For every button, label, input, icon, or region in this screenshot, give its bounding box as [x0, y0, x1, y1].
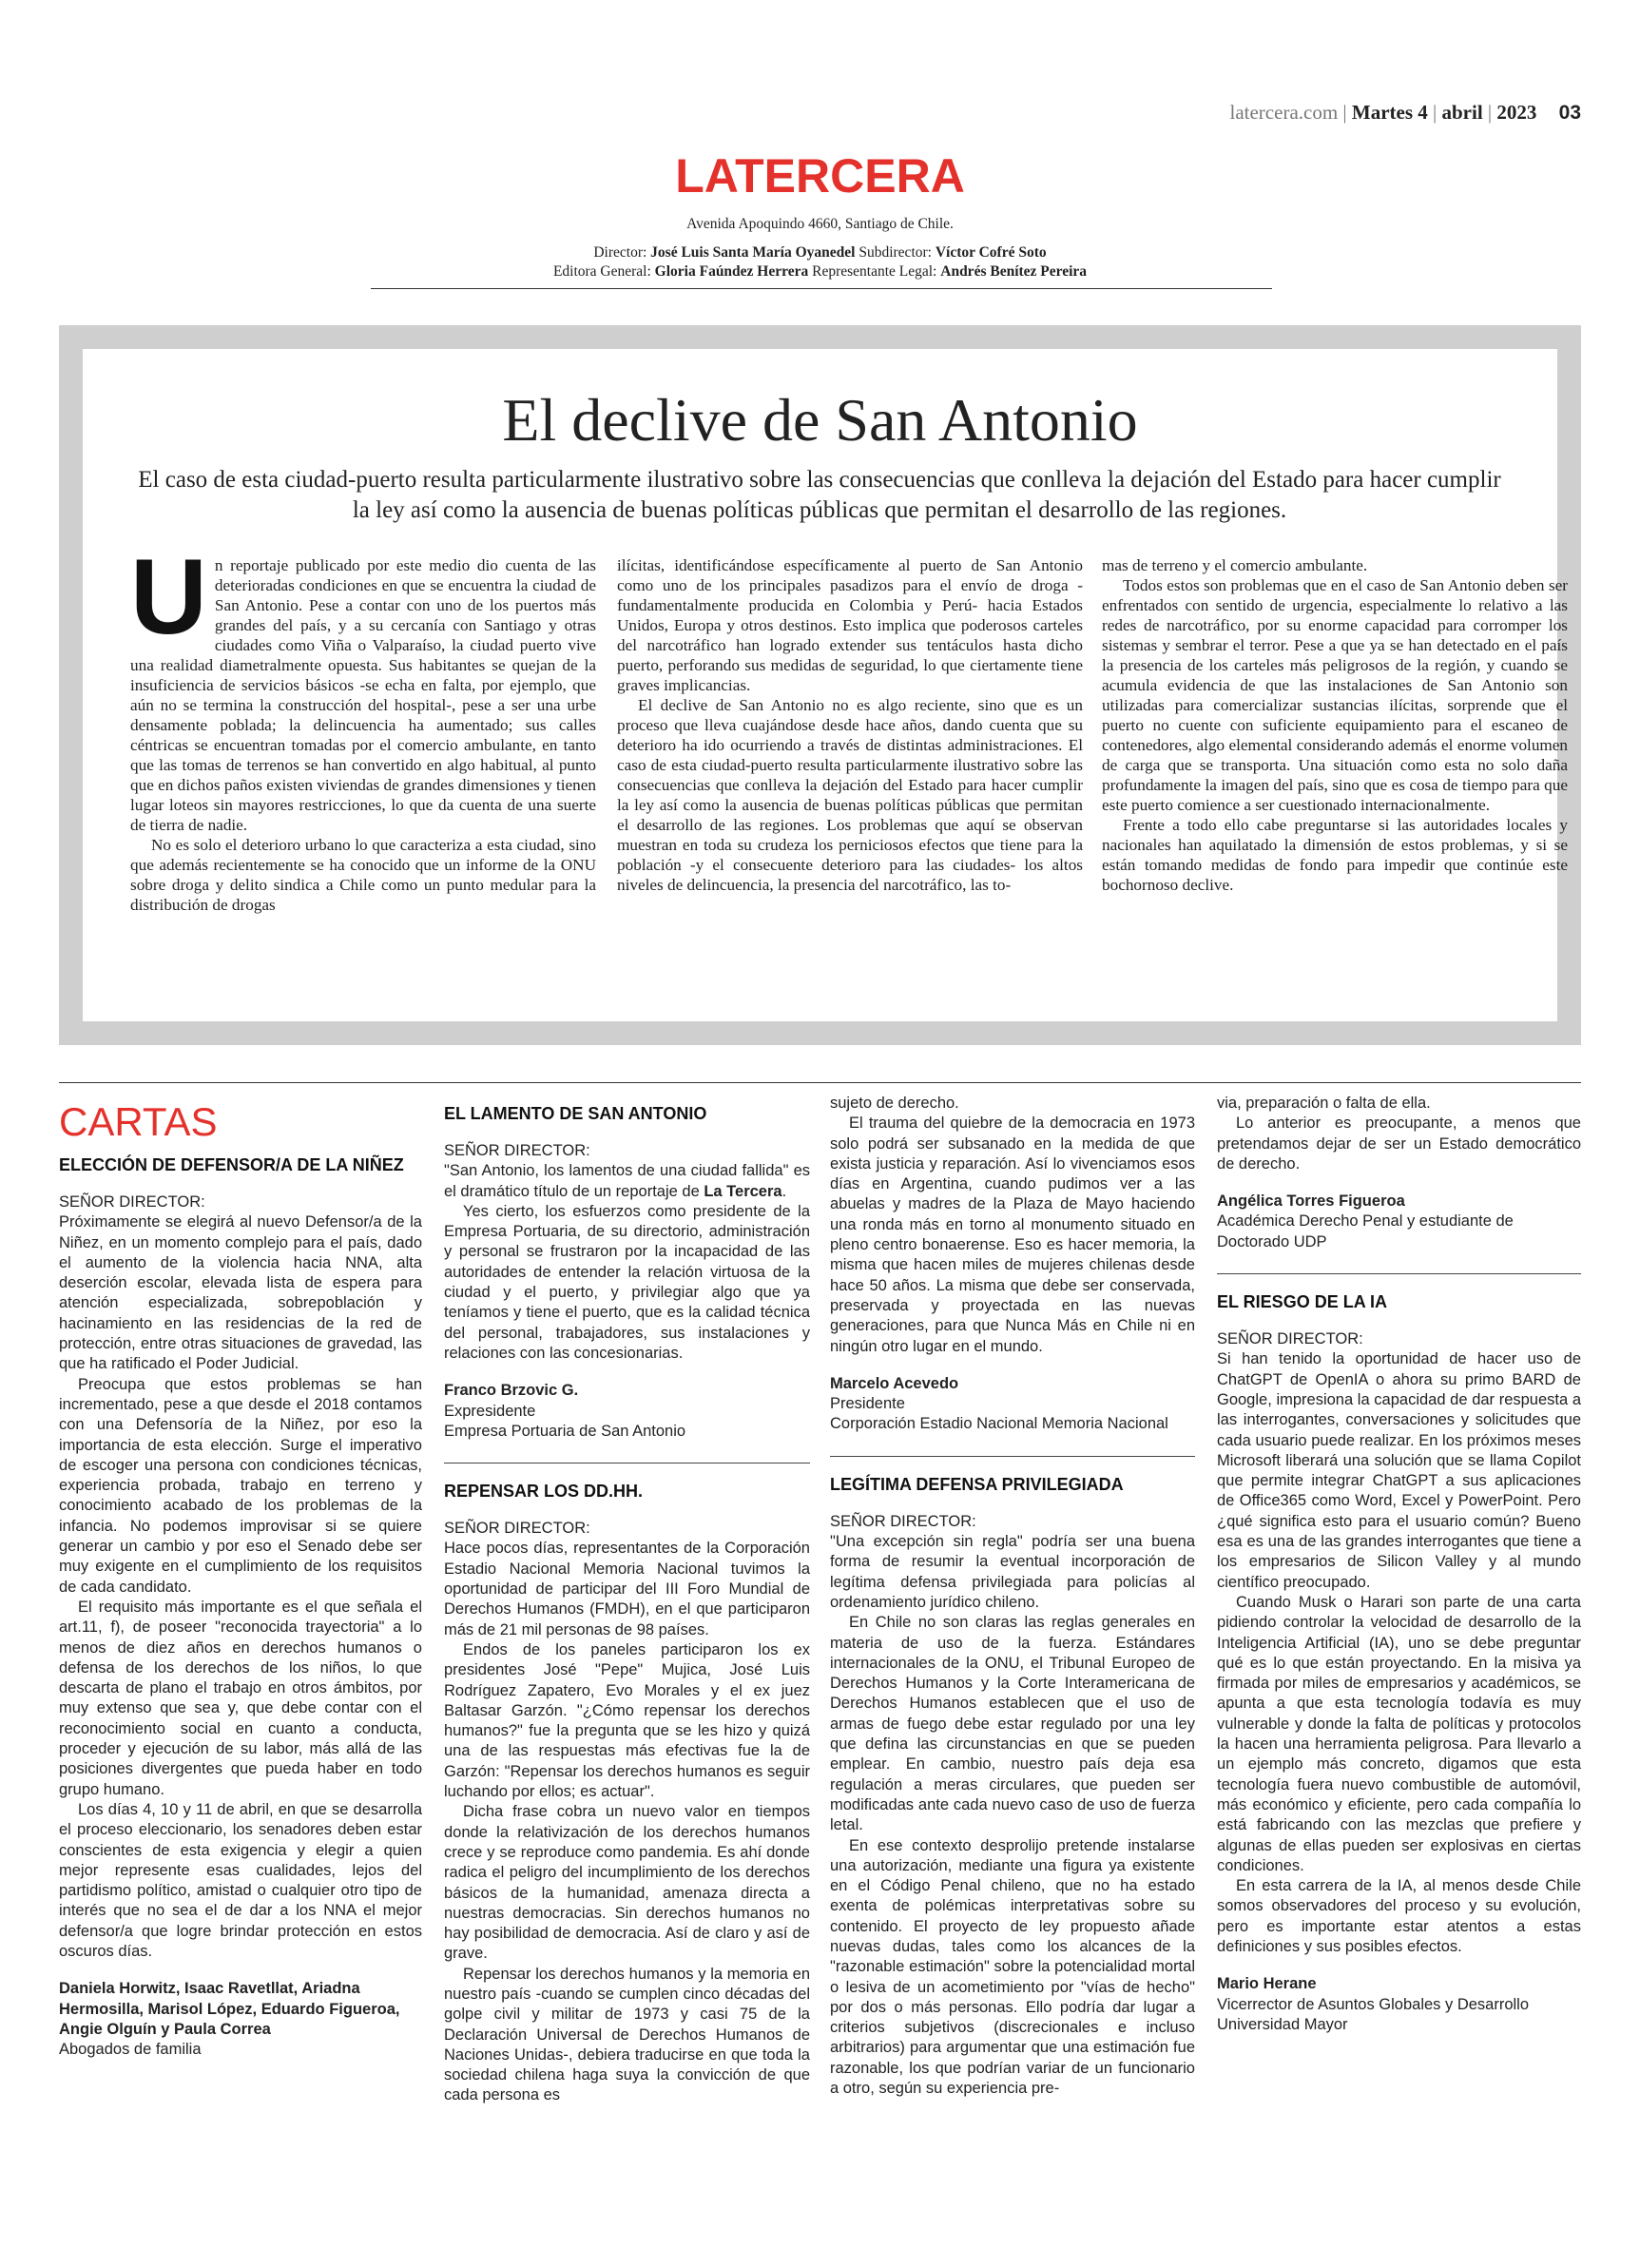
- masthead-editors: Editora General: Gloria Faúndez Herrera Representante Legal: Andrés Benítez Pereira: [552, 263, 1088, 280]
- salutation: SEÑOR DIRECTOR:: [444, 1142, 590, 1159]
- editorial-paragraph: n reportaje publicado por este medio dio cuenta de las deterioradas condiciones en que se encuentra la ciudad de San Antonio. Pese a contar con uno de los puertos más grandes del país, y a su cercanía con Santiago y otras ciudades como Viña o Valparaíso, la ciudad puerto vive una realidad diametralmente opuesta. Sus habitantes se quejan de la insuficiencia de servicios básicos -se echa en falta, por ejemplo, que aún no se termina la construcción del hospital-, pese a ser una urbe densamente poblada; la delincuencia ha aumentado; sus calles céntricas se encuentran tomadas por el comercio ambulante, en tanto que las tomas de terrenos se han convertido en algo habitual, al punto que en dichos paños existen viviendas de grandes dimensiones y tienen lugar loteos sin mayores restricciones, lo que da cuenta de una suerte de tierra de nadie.: [130, 556, 596, 834]
- letter-paragraph: sujeto de derecho.: [830, 1095, 959, 1112]
- editorial-box: [59, 325, 1581, 1045]
- letter-signature: Franco Brzovic G.: [444, 1382, 579, 1400]
- masthead-address: Avenida Apoquindo 4660, Santiago de Chile.: [686, 216, 954, 232]
- letter-paragraph: Yes cierto, los esfuerzos como presidente de la Empresa Portuaria, de su directorio, administración y personal se frustraron por la incapacidad de las autoridades de entender la relación virtuosa de la ciudad y el puerto, y privilegiar algo que ya teníamos y tiene el puerto, que es la calidad técnica del personal, trabajadores, sus instalaciones y relaciones con las concesionarias.: [444, 1202, 810, 1362]
- page-number: 03: [1558, 102, 1581, 124]
- letter-paragraph: Los días 4, 10 y 11 de abril, en que se desarrolla el proceso eleccionario, los senadores deben estar conscientes de esta exigencia y elegir a quien mejor represente esas cualidades, lejos del partidismo político, amistad o cualquier otro tipo de interés que no sea el de dar a los NNA el mejor defensor/a que logre brindar protección en estos oscuros días.: [59, 1800, 422, 1960]
- letter-paragraph: Endos de los paneles participaron los ex presidentes José "Pepe" Mujica, José Luis Rodríguez Zapatero, Evo Morales y el ex juez Baltasar Garzón. "¿Cómo repensar los derechos humanos?" fue la pregunta que se les hizo y quizá una de las respuestas más efectivas fue la de Garzón: "Repensar los derechos humanos es seguir luchando por ellos; es actuar".: [444, 1640, 810, 1801]
- editorial-column-3: [1102, 555, 1568, 895]
- letter-paragraph: En ese contexto desprolijo pretende instalarse una autorización, mediante una figura ya existente en el Código Penal chileno, que no ha estado exenta de polémicas interpretativas sobre su contenido. El proyecto de ley propuesto añade nuevas dudas, tales como los alcances de la "razonable estimación" sobre la potencialidad mortal o lesiva de un acometimiento por "vías de hecho" por dos o más personas. Ello podría dar lugar a criterios subjetivos (discrecionales e incluso arbitrarios) para argumentar que una estimación fue razonable, los que podrían variar de un funcionario a otro, según su experiencia pre-: [830, 1836, 1195, 2098]
- letter-paragraph: Si han tenido la oportunidad de hacer uso de ChatGPT de OpenIA o ahora su primo BARD de Google, impresiona la capacidad de dar respuesta a las interrogantes, conversaciones y solicitudes que cada usuario puede realizar. En los próximos meses Microsoft liberará una solución que se llama Copilot que permite integrar ChatGPT a sus aplicaciones de Office365 como Word, Excel y PowerPoint. Pero ¿qué significa esto para el usuario común? Bueno esa es una de las grandes interrogantes que tiene a los empresarios de Silicon Valley y al mundo científico preocupado.: [1217, 1350, 1581, 1591]
- drop-cap: U: [130, 537, 207, 656]
- newspaper-logo: LATERCERA: [675, 149, 965, 203]
- letter-paragraph: Cuando Musk o Harari son parte de una carta pidiendo controlar la velocidad de desarrollo de la Inteligencia Artificial (IA), uno se debe preguntar qué es lo que están proyectando. En la misiva ya firmada por miles de empresarios y académicos, se apunta a que esta tecnología todavía es muy vulnerable y donde la falta de políticas y protocolos la hacen una herramienta peligrosa. Para llevarlo a un ejemplo más concreto, digamos que esta tecnología fuera nuevo combustible de automóvil, más económico y eficiente, pero cada compañía lo está fabricando con las mezclas que prefiere y algunas de ellas pueden ser explosivas en ciertas condiciones.: [1217, 1593, 1581, 1874]
- letter-divider: [444, 1463, 810, 1464]
- letter-paragraph: El trauma del quiebre de la democracia en 1973 solo podrá ser subsanado en la medida de que exista justicia y reparación. Así lo vivenciamos esos días en Argentina, cuando pudimos ver a las abuelas y madres de la Plaza de Mayo haciendo una ronda más en torno al monumento situado en pleno centro bonaerense. Eso es hacer memoria, la misma que hacen miles de mujeres chilenas desde hace 50 años. La misma que debe ser conservada, preservada y proyectada en las nuevas generaciones, para que Nunca Más en Chile ni en ningún otro lugar en el mundo.: [830, 1115, 1195, 1355]
- letter-affiliation: Universidad Mayor: [1217, 2015, 1348, 2033]
- letter-paragraph: Repensar los derechos humanos y la memoria en nuestro país -cuando se cumplen cinco décadas del golpe civil y militar de 1973 y casi 75 de la Declaración Universal de Derechos Humanos de Naciones Unidas-, debiera traducirse en que toda la sociedad chilena haga suya la convicción de que cada persona es: [444, 1965, 810, 2104]
- letter-affiliation: Corporación Estadio Nacional Memoria Nacional: [830, 1415, 1168, 1433]
- folio-year: 2023: [1496, 101, 1537, 124]
- letter-paragraph: via, preparación o falta de ella.: [1217, 1095, 1431, 1112]
- editorial-column-1: [130, 537, 596, 915]
- cartas-section-title: CARTAS: [59, 1099, 218, 1144]
- page-folio: latercera.com | Martes 4 | abril | 2023 03: [1229, 101, 1581, 124]
- newspaper-name: La Tercera: [704, 1182, 782, 1200]
- cartas-column-1: [59, 1094, 422, 2060]
- editorial-title: El declive de San Antonio: [502, 386, 1138, 454]
- subdirector-name: Víctor Cofré Soto: [935, 244, 1047, 261]
- letter-signature: Angélica Torres Figueroa: [1217, 1192, 1405, 1211]
- letter-paragraph: En Chile no son claras las reglas generales en materia de uso de la fuerza. Estándares internacionales de la ONU, el Tribunal Europeo de Derechos Humanos y la Corte Interamericana de Derechos Humanos establecen que el uso de armas de fuego debe estar regulado por una ley que defina las circunstancias en que se pueden emplear. En cambio, nuestro país deja esa regulación a meras circulares, que pueden ser modificadas ante cada nuevo caso de uso de fuerza letal.: [830, 1614, 1195, 1834]
- editorial-paragraph: No es solo el deterioro urbano lo que caracteriza a esta ciudad, sino que además recientemente se ha conocido que un informe de la ONU sobre droga y delito sindica a Chile como un punto medular para la distribución de drogas: [130, 836, 596, 914]
- site-url[interactable]: latercera.com: [1229, 101, 1339, 124]
- letter-title: LEGÍTIMA DEFENSA PRIVILEGIADA: [830, 1474, 1124, 1494]
- letter-affiliation: Vicerrector de Asuntos Globales y Desarrollo: [1217, 1995, 1530, 2013]
- editorial-paragraph: El declive de San Antonio no es algo reciente, sino que es un proceso que lleva cuajándose desde hace años, dando cuenta que su deterioro ha ido ocurriendo a través de distintas administraciones. El caso de esta ciudad-puerto resulta particularmente ilustrativo sobre las consecuencias que conlleva la dejación del Estado para hacer cumplir la ley así como la ausencia de buenas políticas públicas que permitan el desarrollo de las regiones. Los problemas que aquí se observan muestran en toda su crudeza los perniciosos efectos que tiene para la población -y el consecuente deterioro para las ciudades- los altos niveles de delincuencia, la presencia del narcotráfico, las to-: [617, 696, 1083, 894]
- letter-affiliation: Empresa Portuaria de San Antonio: [444, 1422, 686, 1440]
- editora-name: Gloria Faúndez Herrera: [654, 263, 809, 280]
- letter-title: REPENSAR LOS DD.HH.: [444, 1482, 644, 1502]
- salutation: SEÑOR DIRECTOR:: [444, 1520, 590, 1538]
- masthead: [0, 149, 1640, 281]
- cartas-column-4: [1217, 1094, 1581, 2035]
- letter-paragraph: "Una excepción sin regla" podría ser una buena forma de resumir la eventual incorporación de legítima defensa privilegiada para policías al ordenamiento jurídico chileno.: [830, 1533, 1195, 1611]
- salutation: SEÑOR DIRECTOR:: [1217, 1330, 1363, 1348]
- letter-paragraph: Lo anterior es preocupante, a menos que pretendamos dejar de ser un Estado democrático de derecho.: [1217, 1115, 1581, 1173]
- letter-divider: [1217, 1273, 1581, 1274]
- salutation: SEÑOR DIRECTOR:: [59, 1193, 205, 1211]
- letter-paragraph: "San Antonio, los lamentos de una ciudad fallida" es el dramático título de un reportaje de La Tercera.: [444, 1162, 810, 1200]
- letter-signature: Mario Herane: [1217, 1975, 1317, 1993]
- letter-affiliation: Abogados de familia: [59, 2041, 202, 2059]
- folio-month: abril: [1441, 101, 1483, 124]
- letter-affiliation: Académica Derecho Penal y estudiante de Doctorado UDP: [1217, 1212, 1514, 1250]
- editorial-paragraph: ilícitas, identificándose específicamente al puerto de San Antonio como uno de los principales pasadizos para el envío de droga -fundamentalmente producida en Colombia y Perú- hacia Estados Unidos, Europa y otros destinos. Esto implica que poderosos carteles del narcotráfico han logrado extender sus tentáculos hasta dicho puerto, perforando sus medidas de seguridad, lo que ciertamente tiene graves implicancias.: [617, 556, 1083, 694]
- editorial-paragraph: mas de terreno y el comercio ambulante.: [1102, 556, 1368, 574]
- letter-divider: [830, 1456, 1195, 1457]
- editorial-paragraph: Todos estos son problemas que en el caso de San Antonio deben ser enfrentados con sentido de urgencia, especialmente lo relativo a las redes de narcotráfico, por su enorme capacidad para corromper los sistemas y sembrar el terror. Pese a que ya se han detectado en el país la presencia de los carteles más peligrosos de la región, y cuando se acumula evidencia de que las instalaciones de San Antonio son utilizadas para comercializar sustancias ilícitas, sorprende que el puerto no cuente con suficiente equipamiento para el escaneo de contenedores, algo elemental considerando además el enorme volumen de carga que se transporta. Una situación como esta no solo daña profundamente la imagen del país, sino que es cosa de tiempo para que este puerto comience a ser cuestionado internacionalmente.: [1102, 576, 1568, 814]
- letter-title: EL RIESGO DE LA IA: [1217, 1292, 1388, 1312]
- salutation: SEÑOR DIRECTOR:: [830, 1512, 976, 1530]
- rep-name: Andrés Benítez Pereira: [940, 263, 1088, 280]
- director-name: José Luis Santa María Oyanedel: [650, 244, 856, 261]
- cartas-column-3: [830, 1094, 1195, 2099]
- editorial-deck: El caso de esta ciudad-puerto resulta particularmente ilustrativo sobre las consecuencias que conlleva la dejación del Estado para hacer cumplir la ley así como la ausencia de buenas políticas públicas que permitan el desarrollo de las regiones.: [138, 467, 1501, 523]
- masthead-directors: Director: José Luis Santa María Oyanedel Subdirector: Víctor Cofré Soto: [593, 244, 1047, 261]
- editorial-paragraph: Frente a todo ello cabe preguntarse si las autoridades locales y nacionales han aquilatado la dimensión de estos problemas, y si se están tomando medidas de fondo para impedir que continúe este bochornoso declive.: [1102, 816, 1568, 894]
- letter-paragraph: Preocupa que estos problemas se han incrementado, pese a que desde el 2018 contamos con una Defensoría de la Niñez, por eso la importancia de esta elección. Surge el imperativo de escoger una persona con condiciones técnicas, experiencia probada, trabajo en terreno y conocimiento acabado de los problemas de la infancia. No podemos improvisar si se quiere generar un cambio y por eso el Senado debe ser muy exigente en el cumplimiento de los requisitos de cada candidato.: [59, 1375, 422, 1596]
- editorial-column-2: [617, 555, 1083, 895]
- letter-paragraph: En esta carrera de la IA, al menos desde Chile somos observadores del proceso y su evolución, pero es importante estar atentos a estas definiciones y sus posibles efectos.: [1217, 1877, 1581, 1955]
- folio-day: Martes 4: [1351, 101, 1428, 124]
- masthead-divider: [371, 288, 1272, 289]
- letter-paragraph: El requisito más importante es el que señala el art.11, f), de poseer "reconocida trayectoria" a lo menos de diez años en derechos humanos o defensa de los derechos de los niños, lo que descarta de plano el trabajo en otros ámbitos, por muy extenso que sea y, que debe contar con el reconocimiento social en cuanto a conducta, proceder y ejecución de su labor, más allá de las posiciones divergentes que pueda haber en todo grupo humano.: [59, 1598, 422, 1798]
- letter-signature: Marcelo Acevedo: [830, 1374, 959, 1392]
- letter-affiliation: Expresidente: [444, 1402, 536, 1420]
- cartas-divider: [59, 1082, 1581, 1083]
- letter-affiliation: Presidente: [830, 1395, 905, 1413]
- letter-signature: Daniela Horwitz, Isaac Ravetllat, Ariadna Hermosilla, Marisol López, Eduardo Figueroa, Angie Olguín y Paula Correa: [59, 1980, 400, 2038]
- letter-paragraph: Próximamente se elegirá al nuevo Defensor/a de la Niñez, en un momento complejo para el país, dado el aumento de la violencia hacia NNA, alta deserción escolar, elevada lista de espera para atención especializada, sobrepoblación y hacinamiento en las residencias de la red de protección, entre otras situaciones de gravedad, las que ha ratificado el Poder Judicial.: [59, 1213, 422, 1373]
- letter-title: EL LAMENTO DE SAN ANTONIO: [444, 1104, 707, 1123]
- letter-paragraph: Hace pocos días, representantes de la Corporación Estadio Nacional Memoria Nacional tuvimos la oportunidad de participar del III Foro Mundial de Derechos Humanos (FMDH), en el que participaron más de 21 mil personas de 98 países.: [444, 1540, 810, 1638]
- letter-title: ELECCIÓN DE DEFENSOR/A DE LA NIÑEZ: [59, 1155, 404, 1174]
- editorial-inner: [83, 349, 1568, 1021]
- letter-paragraph: Dicha frase cobra un nuevo valor en tiempos donde la relativización de los derechos humanos crece y se reproduce como pandemia. Es ahí donde radica el peligro del incumplimiento de los derechos básicos de la humanidad, amenaza directa a nuestras democracias. Sin derechos humanos no hay posibilidad de democracia. Así de claro y así de grave.: [444, 1803, 810, 1963]
- cartas-column-2: [444, 1094, 810, 2106]
